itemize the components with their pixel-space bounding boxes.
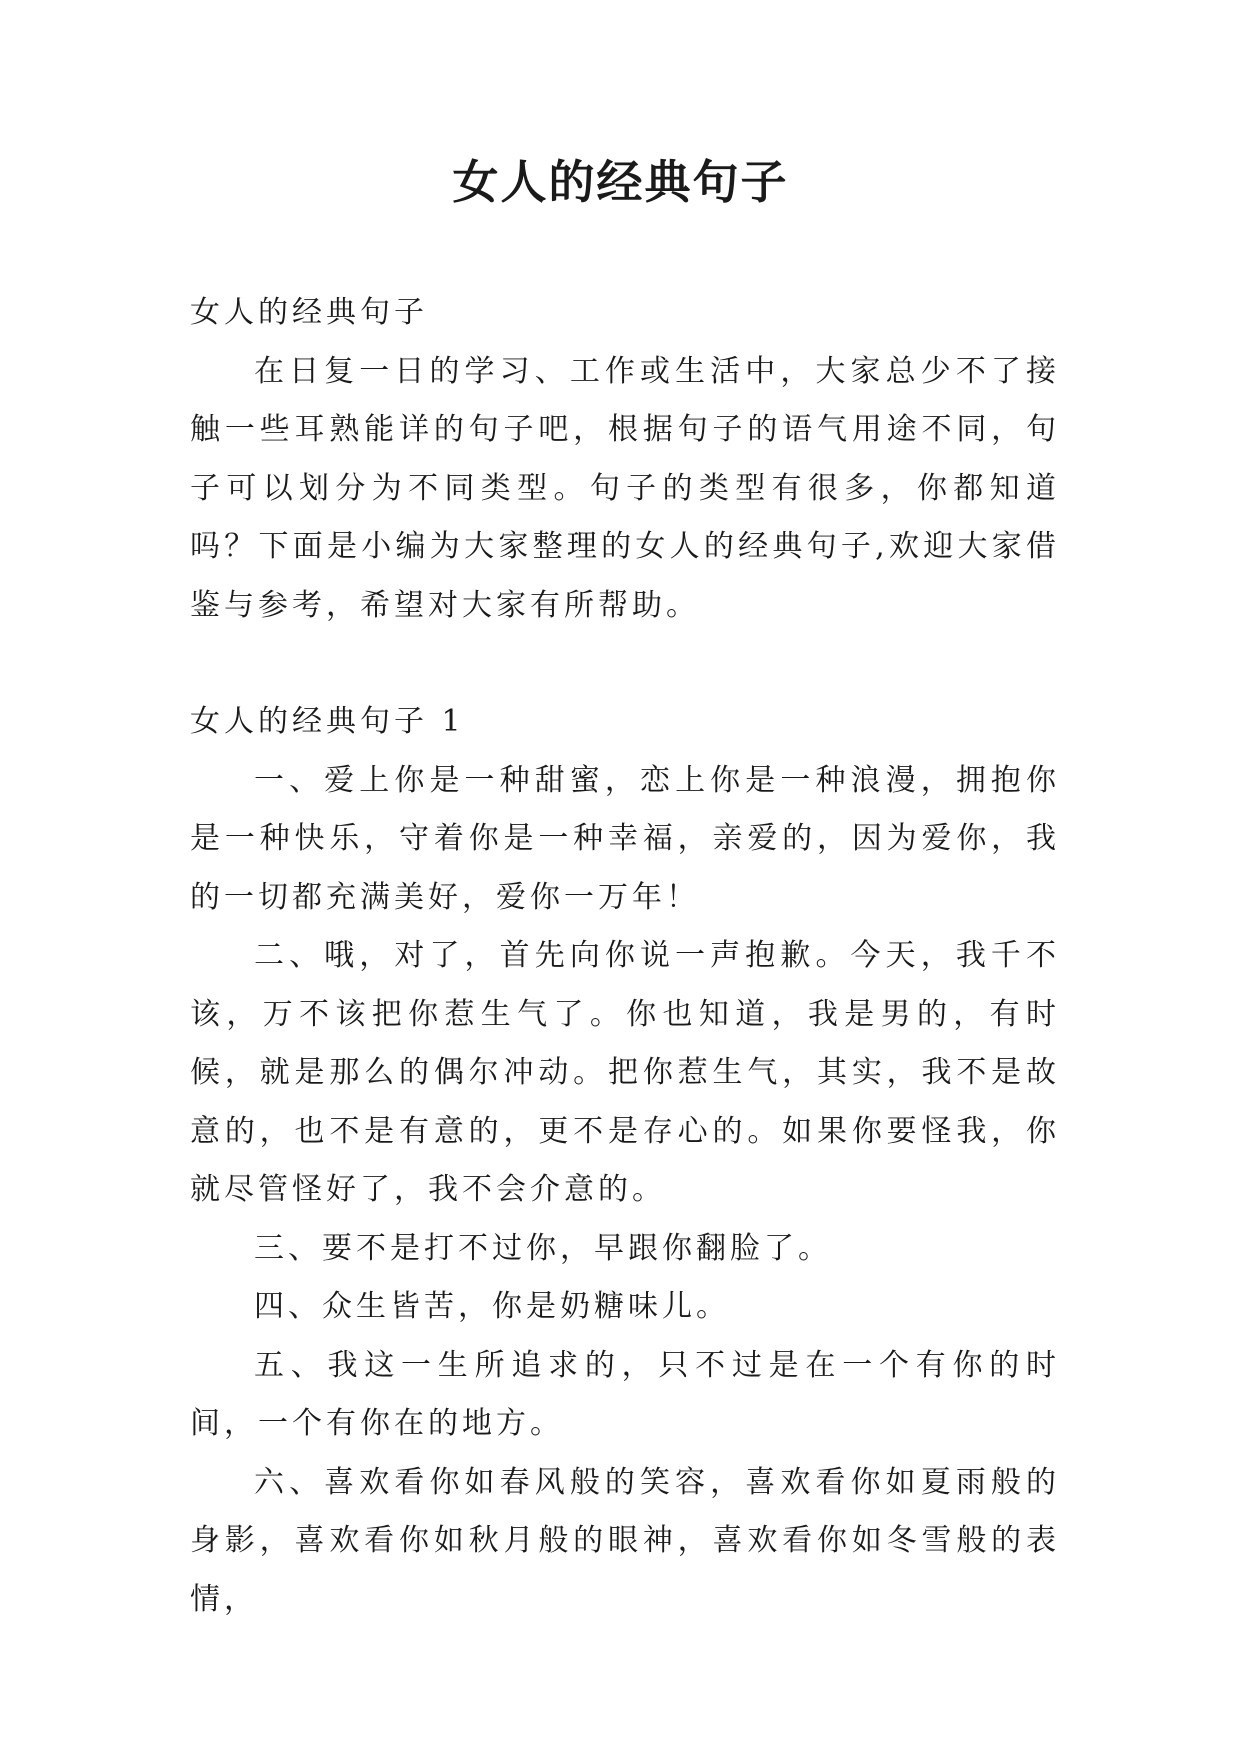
document-title: 女人的经典句子 [452,155,789,209]
list-item: 三、要不是打不过你，早跟你翻脸了。 [254,1230,832,1266]
list-item: 一、爱上你是一种甜蜜，恋上你是一种浪漫，拥抱你是一种快乐，守着你是一种幸福，亲爱的，因为爱你，我的一切都充满美好，爱你一万年！ [190,762,1060,915]
list-item: 二、哦，对了，首先向你说一声抱歉。今天，我千不该，万不该把你惹生气了。你也知道，我是男的，有时候，就是那么的偶尔冲动。把你惹生气，其实，我不是故意的，也不是有意的，更不是存心的。如果你要怪我，你就尽管怪好了，我不会介意的。 [190,938,1060,1207]
document-body [190,284,1060,1629]
list-item: 五、我这一生所追求的，只不过是在一个有你的时间，一个有你在的地方。 [190,1347,1060,1441]
paragraph-gap [190,635,1060,693]
subheading: 女人的经典句子 [190,295,428,330]
list-item: 四、众生皆苦，你是奶糖味儿。 [254,1289,730,1324]
list-item: 六、喜欢看你如春风般的笑容，喜欢看你如夏雨般的身影，喜欢看你如秋月般的眼神，喜欢看你如冬雪般的表情， [190,1464,1060,1617]
intro-paragraph: 在日复一日的学习、工作或生活中，大家总少不了接触一些耳熟能详的句子吧，根据句子的语气用途不同，句子可以划分为不同类型。句子的类型有很多，你都知道吗？下面是小编为大家整理的女人的经典句子,欢迎大家借鉴与参考，希望对大家有所帮助。 [190,353,1060,623]
section-heading: 女人的经典句子 1 [190,704,465,739]
